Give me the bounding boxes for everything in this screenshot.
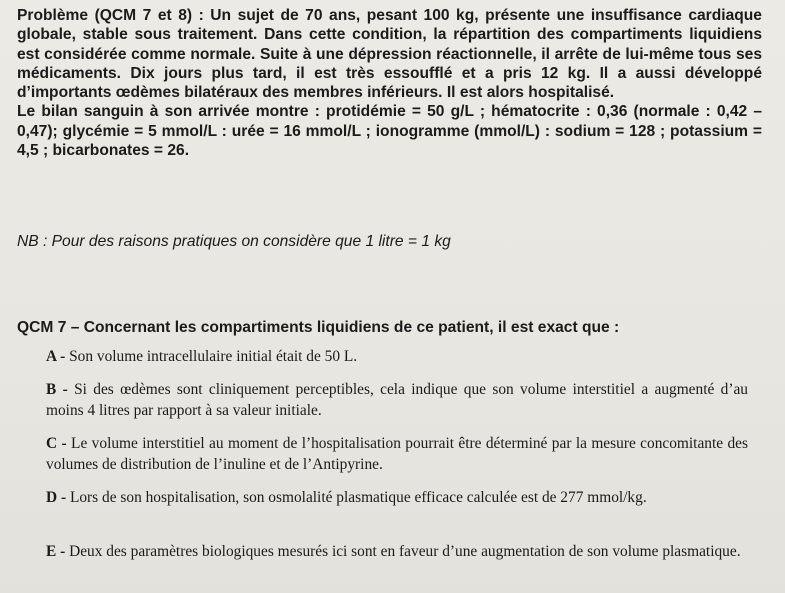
option-b — [46, 380, 748, 421]
option-separator: - — [57, 489, 70, 506]
option-text: Son volume intracellulaire initial était de 50 L. — [69, 348, 358, 365]
option-text: Le volume interstitiel au moment de l’hospitalisation pourrait être déterminé par la mesure concomitante des volumes de distribution de l’inuline et de l’Antipyrine. — [46, 435, 748, 473]
option-separator: - — [56, 543, 70, 560]
option-text: Lors de son hospitalisation, son osmolalité plasmatique efficace calculée est de 277 mmol/kg. — [69, 489, 647, 506]
option-separator: - — [57, 435, 72, 452]
option-letter: D — [46, 489, 58, 506]
problem-paragraph-patient: Problème (QCM 7 et 8) : Un sujet de 70 ans, pesant 100 kg, présente une insuffisance cardiaque globale, stable sous traitement. Dans cette condition, la répartition des compartiments liquidiens est considérée comme normale. Suite à une dépression réactionnelle, il arrête de lui-même tous ses médicaments. Dix jours plus tard, il est très essoufflé et a pris 12 kg. Il a aussi développé d’importants œdèmes bilatéraux des membres inférieurs. Il est alors hospitalisé. — [17, 7, 762, 102]
qcm-title: QCM 7 – Concernant les compartiments liquidiens de ce patient, il est exact que : — [17, 319, 620, 336]
option-e — [46, 542, 748, 563]
option-text: Deux des paramètres biologiques mesurés ici sont en faveur d’une augmentation de son volume plasmatique. — [69, 543, 741, 560]
nb-note: NB : Pour des raisons pratiques on considère que 1 litre = 1 kg — [17, 233, 451, 250]
option-a — [46, 347, 748, 368]
problem-paragraph-bilan: Le bilan sanguin à son arrivée montre : protidémie = 50 g/L ; hématocrite : 0,36 (normale : 0,42 – 0,47); glycémie = 5 mmol/L : urée = 16 mmol/L ; ionogramme (mmol/L) : sodium = 128 ; potassium = 4,5 ; bicarbonates = 26. — [17, 103, 762, 160]
option-letter: B — [46, 381, 57, 398]
option-letter: E — [46, 543, 57, 560]
option-separator: - — [56, 381, 75, 398]
option-letter: A — [46, 348, 57, 365]
option-separator: - — [56, 348, 70, 365]
option-c — [46, 434, 748, 475]
option-letter: C — [46, 435, 58, 452]
problem-statement — [17, 6, 762, 160]
option-d — [46, 488, 748, 509]
option-text: Si des œdèmes sont cliniquement perceptibles, cela indique que son volume interstitiel a augmenté d’au moins 4 litres par rapport à sa valeur initiale. — [46, 381, 749, 419]
